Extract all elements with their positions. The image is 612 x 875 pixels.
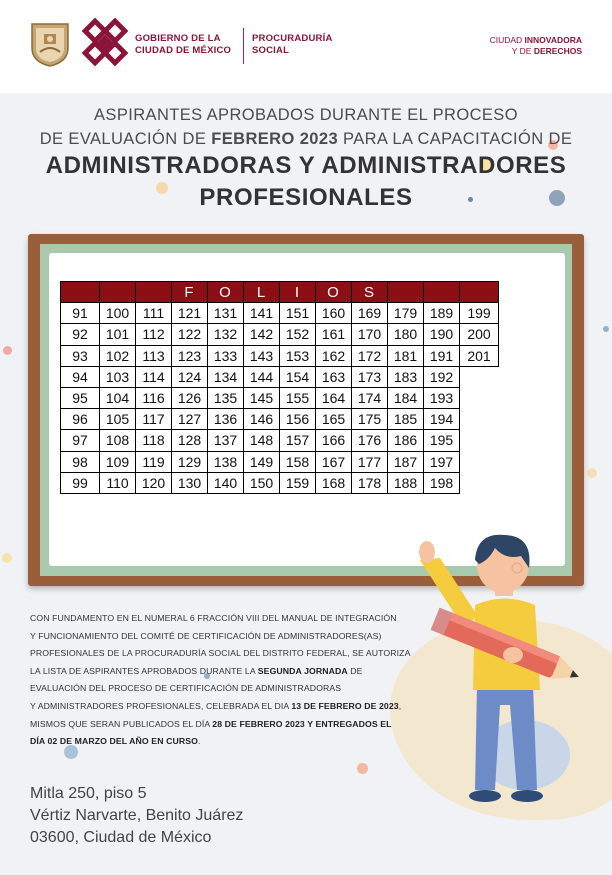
decor-dot: [2, 553, 12, 563]
folios-header-cell: O: [316, 282, 352, 303]
folio-cell: 176: [352, 430, 388, 451]
folio-cell: 156: [280, 409, 316, 430]
folio-cell: 119: [136, 451, 172, 472]
header-divider: [243, 28, 244, 64]
folio-cell: 149: [244, 451, 280, 472]
folios-header-cell: L: [244, 282, 280, 303]
table-row: [61, 387, 499, 408]
folio-cell: 134: [208, 366, 244, 387]
folio-cell: 140: [208, 472, 244, 493]
folio-cell: 108: [100, 430, 136, 451]
title-line-3: ADMINISTRADORAS Y ADMINISTRADORES: [45, 152, 567, 179]
folio-cell: 167: [316, 451, 352, 472]
folio-cell: 193: [424, 387, 460, 408]
folio-cell: 128: [172, 430, 208, 451]
folio-cell: 175: [352, 409, 388, 430]
folio-cell: 129: [172, 451, 208, 472]
folio-cell: 180: [388, 324, 424, 345]
folio-cell: 143: [244, 345, 280, 366]
folio-cell: 105: [100, 409, 136, 430]
folio-cell: 133: [208, 345, 244, 366]
folio-cell: 159: [280, 472, 316, 493]
person-with-pencil-illustration: [405, 530, 595, 810]
empty-cell: [460, 366, 499, 387]
folio-cell: 169: [352, 303, 388, 324]
folio-cell: 104: [100, 387, 136, 408]
folio-cell: 99: [61, 472, 100, 493]
cdmx-shield-icon: [30, 22, 70, 68]
folio-cell: 200: [460, 324, 499, 345]
folios-header-cell: [100, 282, 136, 303]
folios-header-cell: [388, 282, 424, 303]
body-line-5: EVALUACIÓN DEL PROCESO DE CERTIFICACIÓN DE ADMINISTRADORAS: [30, 683, 342, 694]
table-row: [61, 409, 499, 430]
folio-cell: 112: [136, 324, 172, 345]
folio-cell: 98: [61, 451, 100, 472]
folio-cell: 191: [424, 345, 460, 366]
folio-cell: 188: [388, 472, 424, 493]
folio-cell: 124: [172, 366, 208, 387]
folio-cell: 121: [172, 303, 208, 324]
decor-dot: [587, 468, 597, 478]
address-line-1: Mitla 250, piso 5: [30, 785, 147, 802]
folio-cell: 154: [280, 366, 316, 387]
folio-cell: 136: [208, 409, 244, 430]
body-line-1: CON FUNDAMENTO EN EL NUMERAL 6 FRACCIÓN VIII DEL MANUAL DE INTEGRACIÓN: [30, 613, 397, 623]
folio-cell: 118: [136, 430, 172, 451]
folio-cell: 111: [136, 303, 172, 324]
folio-cell: 155: [280, 387, 316, 408]
folio-cell: 153: [280, 345, 316, 366]
gob-line-1: GOBIERNO DE LA: [135, 33, 221, 44]
empty-cell: [460, 451, 499, 472]
folio-cell: 183: [388, 366, 424, 387]
body-line-8: DÍA 02 DE MARZO DEL AÑO EN CURSO.: [30, 736, 201, 747]
folio-cell: 141: [244, 303, 280, 324]
folio-cell: 116: [136, 387, 172, 408]
decor-dot: [357, 763, 368, 774]
folio-cell: 164: [316, 387, 352, 408]
title-line-2: DE EVALUACIÓN DE FEBRERO 2023 PARA LA CAPACITACIÓN DE: [39, 130, 573, 148]
folio-cell: 165: [316, 409, 352, 430]
folio-cell: 197: [424, 451, 460, 472]
folio-cell: 102: [100, 345, 136, 366]
folio-cell: 117: [136, 409, 172, 430]
folio-cell: 178: [352, 472, 388, 493]
folio-cell: 93: [61, 345, 100, 366]
title-line-4: PROFESIONALES: [199, 184, 413, 211]
folio-cell: 142: [244, 324, 280, 345]
folio-cell: 168: [316, 472, 352, 493]
folio-cell: 162: [316, 345, 352, 366]
folio-cell: 187: [388, 451, 424, 472]
folio-cell: 146: [244, 409, 280, 430]
slogan-line-1: CIUDAD INNOVADORA: [489, 35, 582, 45]
table-row: [61, 345, 499, 366]
folio-cell: 120: [136, 472, 172, 493]
proc-line-1: PROCURADURÍA: [252, 33, 333, 44]
folio-cell: 91: [61, 303, 100, 324]
folio-cell: 192: [424, 366, 460, 387]
folio-cell: 150: [244, 472, 280, 493]
folios-table: [60, 281, 499, 494]
folio-cell: 163: [316, 366, 352, 387]
empty-cell: [460, 472, 499, 493]
gob-line-2: CIUDAD DE MÉXICO: [135, 45, 232, 56]
folio-cell: 166: [316, 430, 352, 451]
folio-cell: 96: [61, 409, 100, 430]
folio-cell: 177: [352, 451, 388, 472]
folio-cell: 152: [280, 324, 316, 345]
folio-cell: 189: [424, 303, 460, 324]
folio-cell: 144: [244, 366, 280, 387]
folio-cell: 181: [388, 345, 424, 366]
folio-cell: 172: [352, 345, 388, 366]
slogan: [490, 35, 582, 57]
body-line-7: MISMOS QUE SERAN PUBLICADOS EL DÍA 28 DE FEBRERO 2023 Y ENTREGADOS EL: [30, 718, 392, 729]
folio-cell: 199: [460, 303, 499, 324]
folio-cell: 131: [208, 303, 244, 324]
folio-cell: 194: [424, 409, 460, 430]
gobierno-cdmx-label: [135, 33, 231, 57]
folio-cell: 145: [244, 387, 280, 408]
procuraduria-social-label: [252, 33, 333, 57]
folio-cell: 174: [352, 387, 388, 408]
folio-cell: 185: [388, 409, 424, 430]
folios-header-cell: S: [352, 282, 388, 303]
folio-cell: 138: [208, 451, 244, 472]
folio-cell: 110: [100, 472, 136, 493]
folios-header-cell: [61, 282, 100, 303]
folios-header-cell: [136, 282, 172, 303]
folio-cell: 160: [316, 303, 352, 324]
folio-cell: 103: [100, 366, 136, 387]
address-line-2: Vértiz Narvarte, Benito Juárez: [30, 807, 244, 824]
folio-cell: 127: [172, 409, 208, 430]
folios-header-row: [61, 282, 499, 303]
table-row: [61, 366, 499, 387]
body-line-3: PROFESIONALES DE LA PROCURADURÍA SOCIAL DEL DISTRITO FEDERAL, SE AUTORIZA: [30, 648, 411, 659]
folio-cell: 132: [208, 324, 244, 345]
folio-cell: 137: [208, 430, 244, 451]
slogan-line-2: Y DE DERECHOS: [511, 46, 582, 56]
folio-cell: 109: [100, 451, 136, 472]
folio-cell: 122: [172, 324, 208, 345]
folio-cell: 151: [280, 303, 316, 324]
folio-cell: 201: [460, 345, 499, 366]
folio-cell: 198: [424, 472, 460, 493]
folios-header-cell: I: [280, 282, 316, 303]
folio-cell: 92: [61, 324, 100, 345]
empty-cell: [460, 387, 499, 408]
folio-cell: 184: [388, 387, 424, 408]
folio-cell: 94: [61, 366, 100, 387]
folios-header-cell: [424, 282, 460, 303]
folio-cell: 157: [280, 430, 316, 451]
folio-cell: 95: [61, 387, 100, 408]
folio-cell: 161: [316, 324, 352, 345]
folio-cell: 100: [100, 303, 136, 324]
folios-header-cell: [460, 282, 499, 303]
folio-cell: 173: [352, 366, 388, 387]
folio-cell: 158: [280, 451, 316, 472]
folio-cell: 179: [388, 303, 424, 324]
folio-cell: 170: [352, 324, 388, 345]
folio-cell: 195: [424, 430, 460, 451]
folio-cell: 113: [136, 345, 172, 366]
body-line-6: Y ADMINISTRADORES PROFESIONALES, CELEBRADA EL DIA 13 DE FEBRERO DE 2023,: [30, 700, 402, 711]
folios-header-cell: O: [208, 282, 244, 303]
folio-cell: 135: [208, 387, 244, 408]
address-line-3: 03600, Ciudad de México: [30, 829, 212, 846]
empty-cell: [460, 409, 499, 430]
folios-header-cell: F: [172, 282, 208, 303]
table-row: [61, 430, 499, 451]
folio-cell: 130: [172, 472, 208, 493]
folio-cell: 126: [172, 387, 208, 408]
folio-cell: 148: [244, 430, 280, 451]
table-row: [61, 324, 499, 345]
header: [0, 0, 612, 93]
body-line-2: Y FUNCIONAMIENTO DEL COMITÉ DE CERTIFICACIÓN DE ADMINISTRADORES(AS): [30, 630, 382, 641]
folio-cell: 97: [61, 430, 100, 451]
folio-cell: 123: [172, 345, 208, 366]
body-paragraph: [30, 610, 430, 751]
folio-cell: 190: [424, 324, 460, 345]
cdmx-logo-icon: [82, 18, 128, 68]
table-row: [61, 303, 499, 324]
proc-line-2: SOCIAL: [252, 45, 290, 56]
folio-cell: 186: [388, 430, 424, 451]
folio-cell: 114: [136, 366, 172, 387]
empty-cell: [460, 430, 499, 451]
table-row: [61, 472, 499, 493]
body-line-4: LA LISTA DE ASPIRANTES APROBADOS DURANTE LA SEGUNDA JORNADA DE: [30, 665, 363, 676]
title-line-1: ASPIRANTES APROBADOS DURANTE EL PROCESO: [94, 106, 518, 124]
decor-dot: [3, 346, 12, 355]
table-row: [61, 451, 499, 472]
folio-cell: 101: [100, 324, 136, 345]
decor-dot: [603, 326, 609, 332]
